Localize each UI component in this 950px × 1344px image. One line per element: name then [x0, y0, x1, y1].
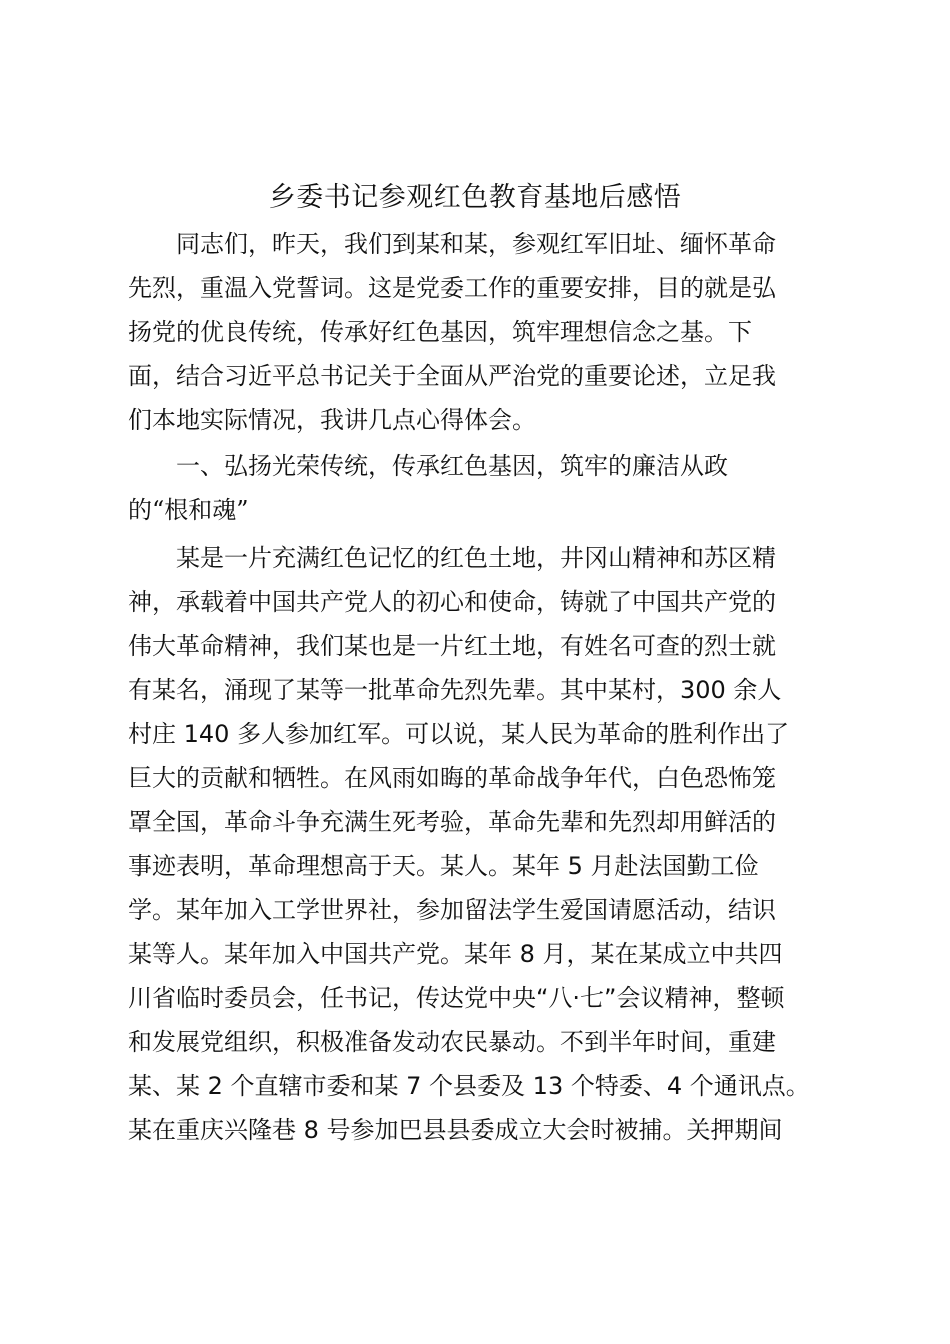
document-title: 乡委书记参观红色教育基地后感悟 [268, 182, 682, 213]
paragraph-line: 们本地实际情况，我讲几点心得体会。 [128, 406, 536, 434]
paragraph-line: 某等人。某年加入中国共产党。某年 8 月，某在某成立中共四 [128, 940, 783, 968]
paragraph-line: 事迹表明，革命理想高于天。某人。某年 5 月赴法国勤工俭 [128, 852, 759, 880]
paragraph-line: 学。某年加入工学世界社，参加留法学生爱国请愿活动，结识 [128, 896, 776, 924]
paragraph-line: 和发展党组织，积极准备发动农民暴动。不到半年时间，重建 [128, 1028, 776, 1056]
paragraph-line: 某是一片充满红色记忆的红色土地，井冈山精神和苏区精 [176, 544, 776, 572]
paragraph-line: 同志们，昨天，我们到某和某，参观红军旧址、缅怀革命 [176, 230, 776, 258]
paragraph-line: 先烈，重温入党誓词。这是党委工作的重要安排，目的就是弘 [128, 274, 776, 302]
paragraph-line: 伟大革命精神，我们某也是一片红土地，有姓名可查的烈士就 [128, 632, 776, 660]
paragraph-line: 面，结合习近平总书记关于全面从严治党的重要论述，立足我 [128, 362, 776, 390]
section-heading-continued: 的“根和魂” [128, 496, 249, 524]
paragraph-line: 某、某 2 个直辖市委和某 7 个县委及 13 个特委、4 个通讯点。 [128, 1072, 810, 1100]
section-heading: 一、弘扬光荣传统，传承红色基因，筑牢的廉洁从政 [176, 452, 728, 480]
paragraph-line: 川省临时委员会，任书记，传达党中央“八·七”会议精神，整顿 [128, 984, 785, 1012]
paragraph-line: 罩全国，革命斗争充满生死考验，革命先辈和先烈却用鲜活的 [128, 808, 776, 836]
paragraph-line: 扬党的优良传统，传承好红色基因，筑牢理想信念之基。下 [128, 318, 752, 346]
paragraph-line: 有某名，涌现了某等一批革命先烈先辈。其中某村，300 余人 [128, 676, 782, 704]
paragraph-line: 巨大的贡献和牺牲。在风雨如晦的革命战争年代，白色恐怖笼 [128, 764, 776, 792]
paragraph-line: 某在重庆兴隆巷 8 号参加巴县县委成立大会时被捕。关押期间 [128, 1116, 783, 1144]
paragraph-line: 神，承载着中国共产党人的初心和使命，铸就了中国共产党的 [128, 588, 776, 616]
paragraph-line: 村庄 140 多人参加红军。可以说，某人民为革命的胜利作出了 [128, 720, 790, 748]
